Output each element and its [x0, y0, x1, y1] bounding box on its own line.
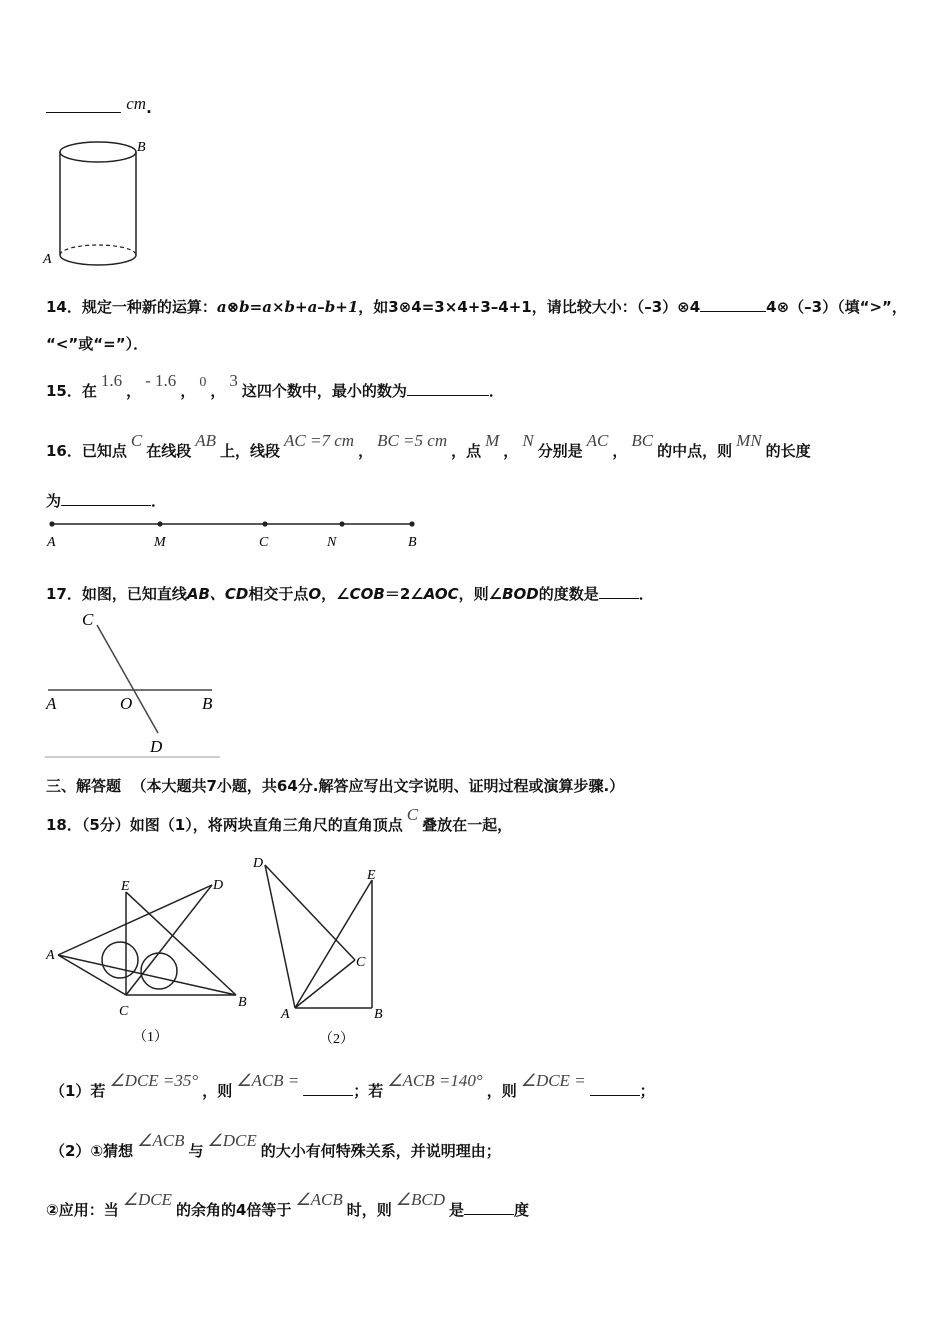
fig2-label-c: C — [356, 955, 366, 970]
triangles-figure-2 — [245, 850, 395, 1050]
cylinder-figure — [40, 130, 160, 275]
triangles-figure-1 — [40, 870, 260, 1050]
fig2-label-a: A — [281, 1007, 290, 1022]
lines-label-o: O — [120, 694, 133, 713]
q16-blank[interactable] — [61, 491, 151, 506]
q18-part1-blank-1[interactable] — [303, 1081, 353, 1096]
fig1-label-e: E — [121, 879, 130, 894]
fig1-label-a: A — [46, 948, 55, 963]
fig2-label-b: B — [374, 1007, 383, 1022]
q18-part1-blank-2[interactable] — [590, 1081, 640, 1096]
intersecting-lines-figure — [40, 605, 225, 760]
lines-label-c: C — [82, 610, 94, 629]
q17-blank[interactable] — [599, 584, 639, 599]
q16-line1: 16．已知点C在线段AB上，线段AC =7 cm，BC =5 cm，点M，N分别是AC，BC的中点，则MN的长度 — [46, 431, 811, 460]
fig1-label-d: D — [213, 878, 224, 893]
q13-answer-line: cm. — [46, 98, 152, 118]
q15-blank[interactable] — [407, 381, 489, 396]
section-3-heading: 三、解答题 （本大题共7小题，共64分.解答应写出文字说明、证明过程或演算步骤.） — [46, 777, 625, 795]
lines-label-d: D — [150, 737, 163, 756]
q18-part3: ②应用：当∠DCE的余角的4倍等于∠ACB时，则∠BCD是 度 — [46, 1190, 530, 1219]
q18-part3-blank[interactable] — [464, 1200, 514, 1215]
lines-label-a: A — [46, 694, 57, 713]
q14-line1: 14．规定一种新的运算：a⊗b=a×b+a–b+1，如3⊗4=3×4+3–4+1，请比较大小：（–3）⊗4 4⊗（–3）（填“>”， — [46, 298, 907, 316]
segment-figure — [40, 515, 430, 550]
segment-label-n: N — [327, 535, 337, 550]
segment-label-a: A — [47, 535, 56, 550]
q17-line: 17．如图，已知直线AB、CD相交于点O，∠COB＝2∠AOC，则∠BOD的度数是 ． — [46, 585, 654, 603]
segment-label-b: B — [408, 535, 417, 550]
cylinder-label-b: B — [137, 140, 146, 155]
fig1-label-b: B — [238, 995, 247, 1010]
cylinder-label-a: A — [43, 252, 52, 267]
q15-line: 15．在1.6，- 1.6， 0 ，3这四个数中，最小的数为 ． — [46, 371, 504, 400]
lines-label-b: B — [202, 694, 213, 713]
segment-label-c: C — [259, 535, 269, 550]
q13-unit: cm — [126, 94, 147, 113]
q18-part2: （2）①猜想∠ACB与∠DCE的大小有何特殊关系，并说明理由； — [50, 1131, 501, 1160]
fig1-caption: （1） — [133, 1030, 168, 1045]
fig1-label-c: C — [119, 1004, 129, 1019]
q18-part1: （1）若∠DCE =35°，则∠ACB =；若∠ACB =140°，则∠DCE =； — [50, 1071, 655, 1100]
q14-blank[interactable] — [700, 297, 766, 312]
fig2-label-e: E — [367, 868, 376, 883]
fig2-caption: （2） — [319, 1032, 354, 1047]
fig2-label-d: D — [253, 856, 264, 871]
segment-label-m: M — [154, 535, 166, 550]
q16-line2: 为 ． — [46, 492, 167, 510]
q18-line: 18．（5分）如图（1），将两块直角三角尺的直角顶点C叠放在一起， — [46, 805, 513, 834]
q14-line2: “<”或“=”）． — [46, 335, 149, 353]
q13-blank[interactable] — [46, 98, 121, 113]
